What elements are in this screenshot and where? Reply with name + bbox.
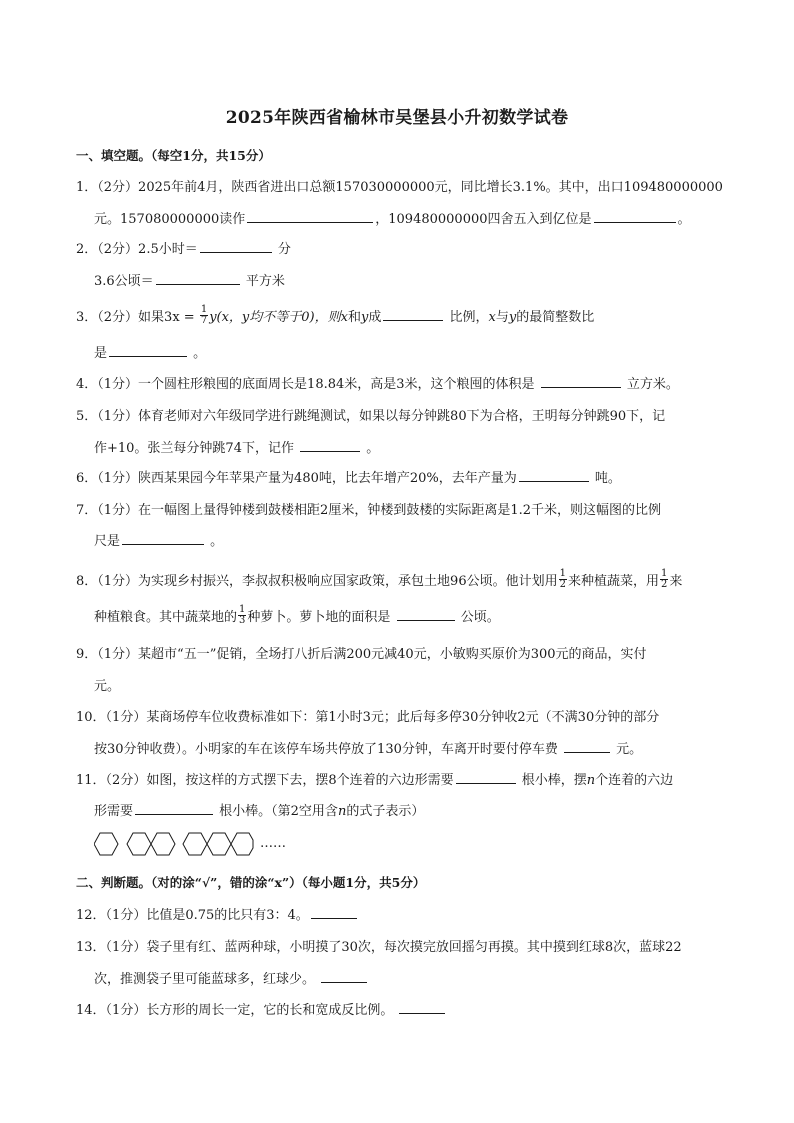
var-n: n	[337, 804, 347, 819]
answer-blank[interactable]	[109, 343, 187, 357]
var-y: y	[508, 310, 517, 325]
fraction-one-third	[238, 605, 246, 626]
q2-text-d: 平方米	[245, 274, 285, 289]
answer-blank[interactable]	[156, 271, 240, 285]
question-11-line-2	[94, 800, 724, 819]
q8-text-a: 8．（1分）为实现乡村振兴，李叔叔积极响应国家政策，承包土地96公顷。他计划用	[76, 574, 558, 589]
q7-text-a: 尺是	[94, 534, 121, 549]
q2-text-c: 3.6公顷＝	[94, 274, 154, 289]
question-8-line-2	[94, 606, 724, 628]
answer-blank[interactable]	[247, 209, 373, 223]
q5-text-a: 作+10。张兰每分钟跳74下，记作	[94, 441, 294, 456]
var-y: y	[360, 310, 369, 325]
q3-text-h: 是	[94, 346, 108, 361]
question-13-line-1: 13．（1分）袋子里有红、蓝两种球，小明摸了30次，每次摸完放回摇匀再摸。其中摸到红球8次，蓝球22	[76, 940, 682, 955]
fraction-denominator: 7	[200, 315, 208, 326]
question-1-line-2	[94, 208, 724, 227]
hexagon-group-2	[127, 833, 175, 855]
var-n: n	[586, 773, 596, 788]
q11-text-b: 根小棒，摆	[521, 773, 587, 788]
answer-blank[interactable]	[397, 607, 455, 621]
answer-blank[interactable]	[200, 239, 272, 253]
q8-text-b: 来种植蔬菜，用	[567, 574, 659, 589]
q6-text-b: 吨。	[594, 471, 621, 486]
q12-text-a: 12．（1分）比值是0.75的比只有3：4。	[76, 908, 309, 923]
q8-text-f: 公顷。	[460, 610, 500, 625]
q11-text-c: 个连着的六边	[595, 773, 674, 788]
hexagon-shape	[231, 833, 253, 855]
q13-text-a: 次，推测袋子里可能蓝球多，红球少。	[94, 972, 316, 987]
question-10-line-2	[94, 738, 724, 757]
question-10-line-1: 10．（1分）某商场停车位收费标准如下：第1小时3元；此后每多停30分钟收2元（不满30分钟的部分	[76, 710, 660, 725]
answer-blank[interactable]	[300, 438, 360, 452]
q3-text-a: 3．（2分）如果3x =	[76, 310, 195, 325]
fraction-numerator: 1	[239, 604, 246, 615]
q1-text-a: 元。157080000000读作	[94, 212, 246, 227]
q10-text-a: 按30分钟收费）。小明家的车在该停车场共停放了130分钟，车离开时要付停车费	[94, 742, 558, 757]
question-14	[76, 999, 724, 1018]
hexagon-shape	[127, 833, 151, 855]
section-true-false-heading: 二、判断题。（对的涂“√”，错的涂“x”）（每小题1分，共5分）	[76, 875, 426, 890]
hexagon-shape	[151, 833, 175, 855]
answer-blank[interactable]	[594, 209, 676, 223]
q5-text-b: 。	[366, 441, 380, 456]
fraction-numerator: 1	[200, 304, 208, 315]
question-1-line-1: 1．（2分）2025年前4月，陕西省进出口总额157030000000元，同比增长3.1%。其中，出口109480000000	[76, 180, 723, 195]
q4-text-b: 立方米。	[626, 377, 679, 392]
hexagon-shape	[207, 833, 231, 855]
answer-blank[interactable]	[399, 1000, 445, 1014]
fraction-numerator: 1	[559, 568, 566, 579]
q3-text-f: 与	[495, 310, 509, 325]
fraction-one-half	[660, 569, 668, 590]
question-5-line-2	[94, 437, 724, 456]
fraction-one-half	[559, 569, 567, 590]
var-x: x	[340, 310, 348, 325]
question-5-line-1: 5．（1分）体育老师对六年级同学进行跳绳测试，如果以每分钟跳80下为合格，王明每分钟跳90下，记	[76, 409, 666, 424]
q11-text-a: 11．（2分）如图，按这样的方式摆下去，摆8个连着的六边形需要	[76, 773, 454, 788]
fraction-denominator: 2	[559, 579, 566, 590]
answer-blank[interactable]	[456, 770, 516, 784]
question-11-line-1	[76, 769, 724, 788]
q8-text-c: 来	[669, 574, 683, 589]
section-fill-in-heading: 一、填空题。（每空1分，共15分）	[76, 148, 271, 163]
hexagon-shape	[94, 833, 118, 855]
q10-text-b: 元。	[616, 742, 643, 757]
q2-text-a: 2．（2分）2.5小时＝	[76, 242, 198, 257]
answer-blank[interactable]	[135, 801, 213, 815]
fraction-numerator: 1	[660, 568, 668, 579]
fraction-denominator: 2	[660, 579, 668, 590]
q11-text-e: 根小棒。（第2空用含	[219, 804, 338, 819]
question-12	[76, 904, 724, 923]
q6-text-a: 6．（1分）陕西某果园今年苹果产量为480吨，比去年增产20%，去年产量为	[76, 471, 517, 486]
question-6	[76, 467, 724, 486]
q3-text-i: 。	[193, 346, 207, 361]
question-3-line-2	[94, 342, 724, 361]
question-9-line-1: 9．（1分）某超市“五一”促销，全场打八折后满200元减40元，小敏购买原价为300元的商品，实付	[76, 647, 647, 662]
question-2-line-2	[94, 270, 724, 289]
question-9-line-2: 元。	[94, 679, 121, 694]
hexagon-pattern-figure	[94, 830, 254, 858]
answer-blank[interactable]	[311, 905, 357, 919]
answer-blank[interactable]	[321, 969, 367, 983]
hexagon-shape	[183, 833, 207, 855]
q4-text-a: 4．（1分）一个圆柱形粮囤的底面周长是18.84米，高是3米，这个粮囤的体积是	[76, 377, 535, 392]
q11-text-f: 的式子表示）	[346, 804, 425, 819]
fraction-one-seventh	[200, 305, 208, 326]
question-13-line-2	[94, 968, 724, 987]
question-8-line-1	[76, 570, 724, 592]
q8-text-d: 种植粮食。其中蔬菜地的	[94, 610, 238, 625]
answer-blank[interactable]	[383, 307, 443, 321]
q1-text-b: ，109480000000四舍五入到亿位是	[375, 212, 592, 227]
hexagon-group-3	[183, 833, 253, 855]
hexagon-group-1	[94, 833, 118, 855]
exam-title: 2025年陕西省榆林市吴堡县小升初数学试卷	[225, 108, 569, 128]
answer-blank[interactable]	[122, 531, 204, 545]
answer-blank[interactable]	[564, 739, 610, 753]
var-x: x	[488, 310, 496, 325]
q2-text-b: 分	[277, 242, 291, 257]
q3-text-g: 的最简整数比	[516, 310, 595, 325]
q3-text-d: 成	[368, 310, 382, 325]
answer-blank[interactable]	[541, 374, 621, 388]
q3-text-e: 比例，	[449, 310, 489, 325]
continuation-dots: ……	[260, 836, 286, 851]
question-2-line-1	[76, 238, 724, 257]
q3-text-b: y(x，y均不等于0)，则	[209, 310, 341, 325]
q11-text-d: 形需要	[94, 804, 134, 819]
q8-text-e: 种萝卜。萝卜地的面积是	[247, 610, 391, 625]
question-7-line-1: 7．（1分）在一幅图上量得钟楼到鼓楼相距2厘米，钟楼到鼓楼的实际距离是1.2千米，则这幅图的比例	[76, 503, 661, 518]
question-7-line-2	[94, 530, 724, 549]
fraction-denominator: 3	[239, 615, 246, 626]
q1-text-c: 。	[677, 212, 691, 227]
question-3-line-1	[76, 306, 724, 328]
q7-text-b: 。	[210, 534, 224, 549]
question-4	[76, 373, 724, 392]
q3-text-c: 和	[347, 310, 361, 325]
answer-blank[interactable]	[519, 468, 589, 482]
q14-text-a: 14．（1分）长方形的周长一定，它的长和宽成反比例。	[76, 1003, 394, 1018]
